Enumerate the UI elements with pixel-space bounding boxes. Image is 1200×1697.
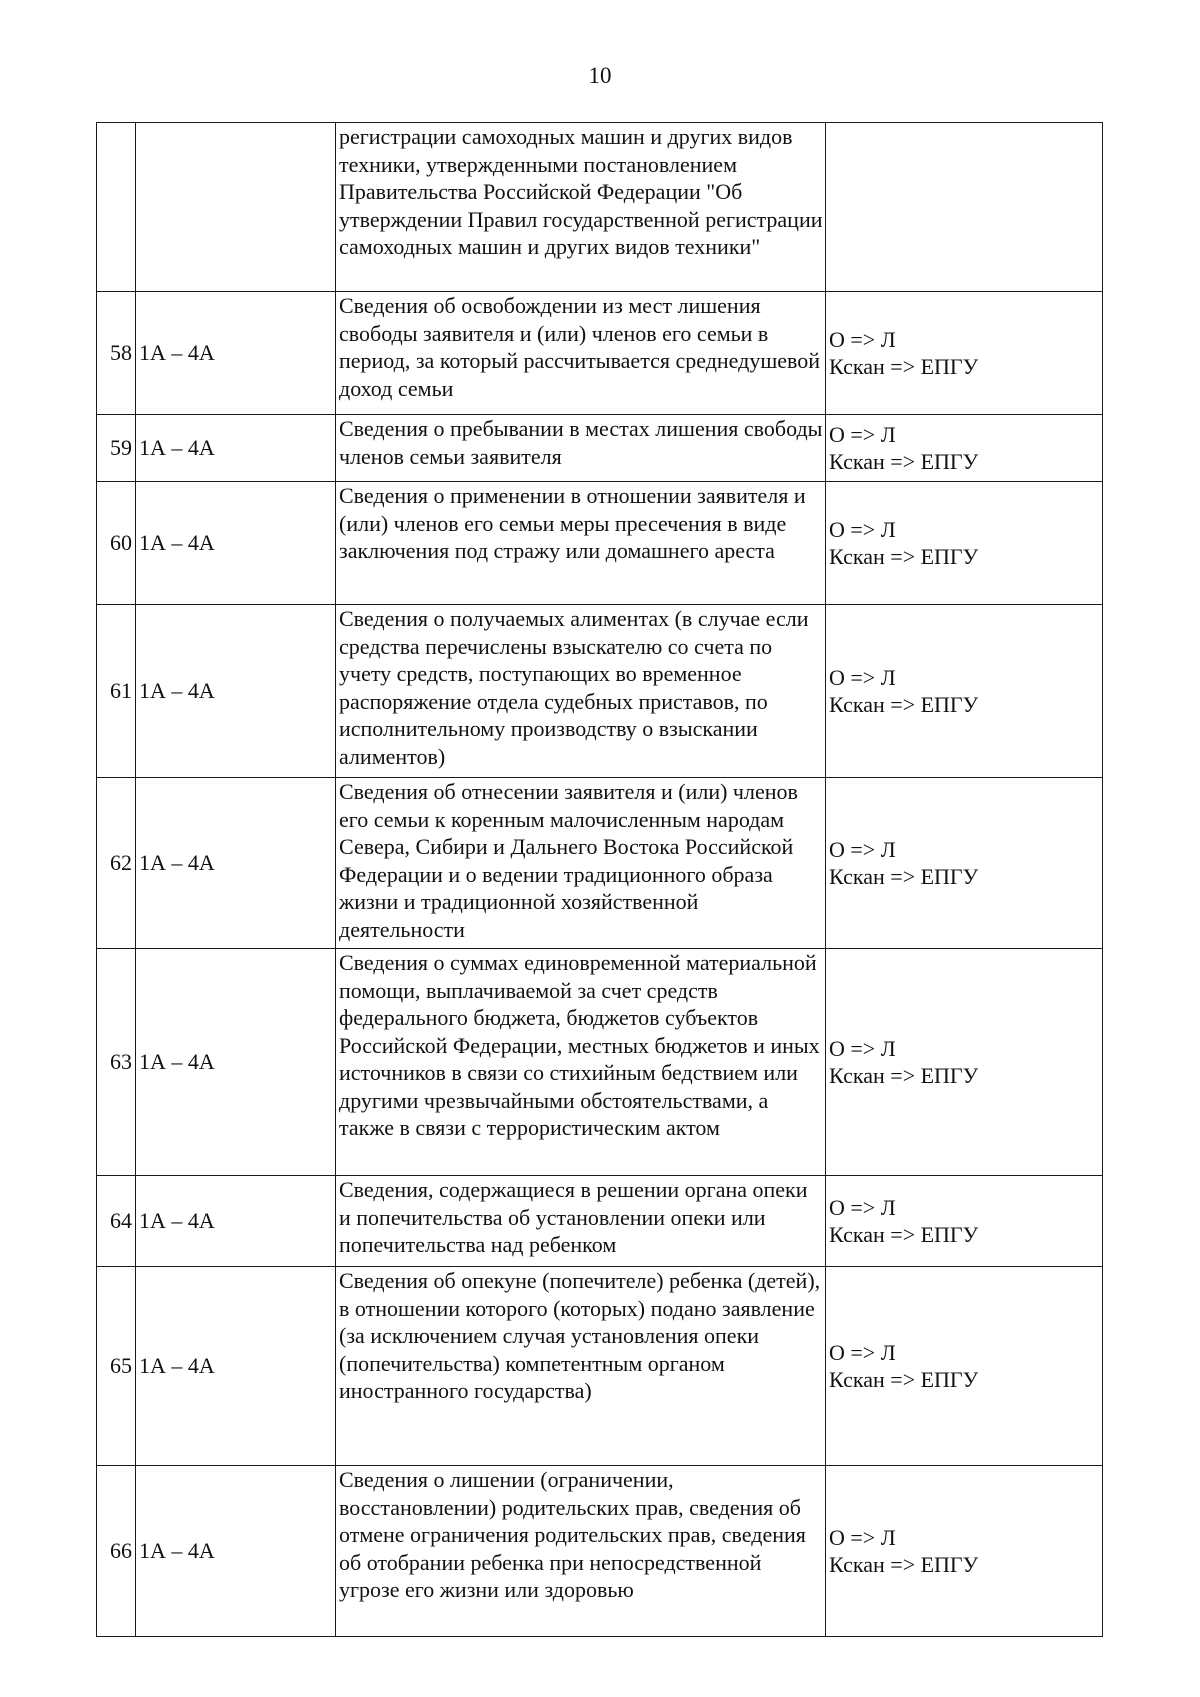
row-number	[97, 123, 136, 292]
row-category	[136, 123, 336, 292]
row-code-line-2: Кскан => ЕПГУ	[829, 864, 979, 889]
row-code	[826, 1466, 1103, 1637]
row-category: 1А – 4А	[136, 778, 336, 949]
table-row-continuation	[97, 123, 1103, 292]
row-number: 62	[97, 778, 136, 949]
row-number: 63	[97, 949, 136, 1176]
row-code	[826, 1176, 1103, 1267]
row-code-line-2: Кскан => ЕПГУ	[829, 1367, 979, 1392]
row-description: Сведения о применении в отношении заявителя и (или) членов его семьи меры пресечения в виде заключения под стражу или домашнего ареста	[336, 482, 826, 605]
row-number: 58	[97, 292, 136, 415]
row-category: 1А – 4А	[136, 415, 336, 482]
row-description: Сведения, содержащиеся в решении органа опеки и попечительства об установлении опеки или попечительства над ребенком	[336, 1176, 826, 1267]
row-code-line-2: Кскан => ЕПГУ	[829, 1063, 979, 1088]
row-code-line-2: Кскан => ЕПГУ	[829, 544, 979, 569]
table-row	[97, 1466, 1103, 1637]
row-category: 1А – 4А	[136, 949, 336, 1176]
row-description: Сведения о получаемых алиментах (в случае если средства перечислены взыскателю со счета по учету средств, поступающих во временное распоряжение отдела судебных приставов, по исполнительному производству о взыскании алиментов)	[336, 605, 826, 778]
row-description: Сведения об освобождении из мест лишения свободы заявителя и (или) членов его семьи в период, за который рассчитывается среднедушевой доход семьи	[336, 292, 826, 415]
row-code-line-2: Кскан => ЕПГУ	[829, 1552, 979, 1577]
row-code-line-1: О => Л	[829, 1524, 896, 1550]
table-row	[97, 415, 1103, 482]
row-code-line-1: О => Л	[829, 1035, 896, 1061]
row-code-line-1: О => Л	[829, 1194, 896, 1220]
row-number: 64	[97, 1176, 136, 1267]
row-code-line-1: О => Л	[829, 836, 896, 862]
row-description: Сведения об опекуне (попечителе) ребенка (детей), в отношении которого (которых) подано заявление (за исключением случая установления опеки (попечительства) компетентным органом иностранного государства)	[336, 1267, 826, 1466]
table-row	[97, 292, 1103, 415]
row-number: 61	[97, 605, 136, 778]
row-code	[826, 123, 1103, 292]
row-code-line-1: О => Л	[829, 326, 896, 352]
table-row	[97, 1267, 1103, 1466]
table-row	[97, 949, 1103, 1176]
row-category: 1А – 4А	[136, 605, 336, 778]
row-code-line-1: О => Л	[829, 1339, 896, 1365]
row-code	[826, 1267, 1103, 1466]
row-code-line-1: О => Л	[829, 516, 896, 542]
row-code	[826, 605, 1103, 778]
row-description: Сведения о суммах единовременной материальной помощи, выплачиваемой за счет средств федерального бюджета, бюджетов субъектов Российской Федерации, местных бюджетов и иных источников в связи со стихийным бедствием или другими чрезвычайными обстоятельствами, а также в связи с террористическим актом	[336, 949, 826, 1176]
row-code-line-2: Кскан => ЕПГУ	[829, 354, 979, 379]
row-code	[826, 482, 1103, 605]
row-description: Сведения о лишении (ограничении, восстановлении) родительских прав, сведения об отмене ограничения родительских прав, сведения об отобрании ребенка при непосредственной угрозе его жизни или здоровью	[336, 1466, 826, 1637]
row-category: 1А – 4А	[136, 1176, 336, 1267]
table-row	[97, 605, 1103, 778]
row-description: Сведения об отнесении заявителя и (или) членов его семьи к коренным малочисленным народам Севера, Сибири и Дальнего Востока Российской Федерации и о ведении традиционного образа жизни и традиционной хозяйственной деятельности	[336, 778, 826, 949]
row-code	[826, 778, 1103, 949]
row-number: 60	[97, 482, 136, 605]
row-category: 1А – 4А	[136, 482, 336, 605]
row-category: 1А – 4А	[136, 292, 336, 415]
row-number: 59	[97, 415, 136, 482]
row-number: 66	[97, 1466, 136, 1637]
row-code-line-2: Кскан => ЕПГУ	[829, 692, 979, 717]
row-description: Сведения о пребывании в местах лишения свободы членов семьи заявителя	[336, 415, 826, 482]
row-code-line-1: О => Л	[829, 664, 896, 690]
row-code-line-2: Кскан => ЕПГУ	[829, 449, 979, 474]
row-description: регистрации самоходных машин и других видов техники, утвержденными постановлением Правительства Российской Федерации "Об утверждении Правил государственной регистрации самоходных машин и других видов техники"	[336, 123, 826, 292]
row-code-line-2: Кскан => ЕПГУ	[829, 1222, 979, 1247]
row-code-line-1: О => Л	[829, 421, 896, 447]
table-row	[97, 482, 1103, 605]
table-row	[97, 778, 1103, 949]
table-row	[97, 1176, 1103, 1267]
row-code	[826, 949, 1103, 1176]
row-code	[826, 415, 1103, 482]
row-number: 65	[97, 1267, 136, 1466]
row-category: 1А – 4А	[136, 1466, 336, 1637]
row-code	[826, 292, 1103, 415]
page-number: 10	[588, 63, 612, 88]
row-category: 1А – 4А	[136, 1267, 336, 1466]
document-table	[96, 122, 1103, 1637]
